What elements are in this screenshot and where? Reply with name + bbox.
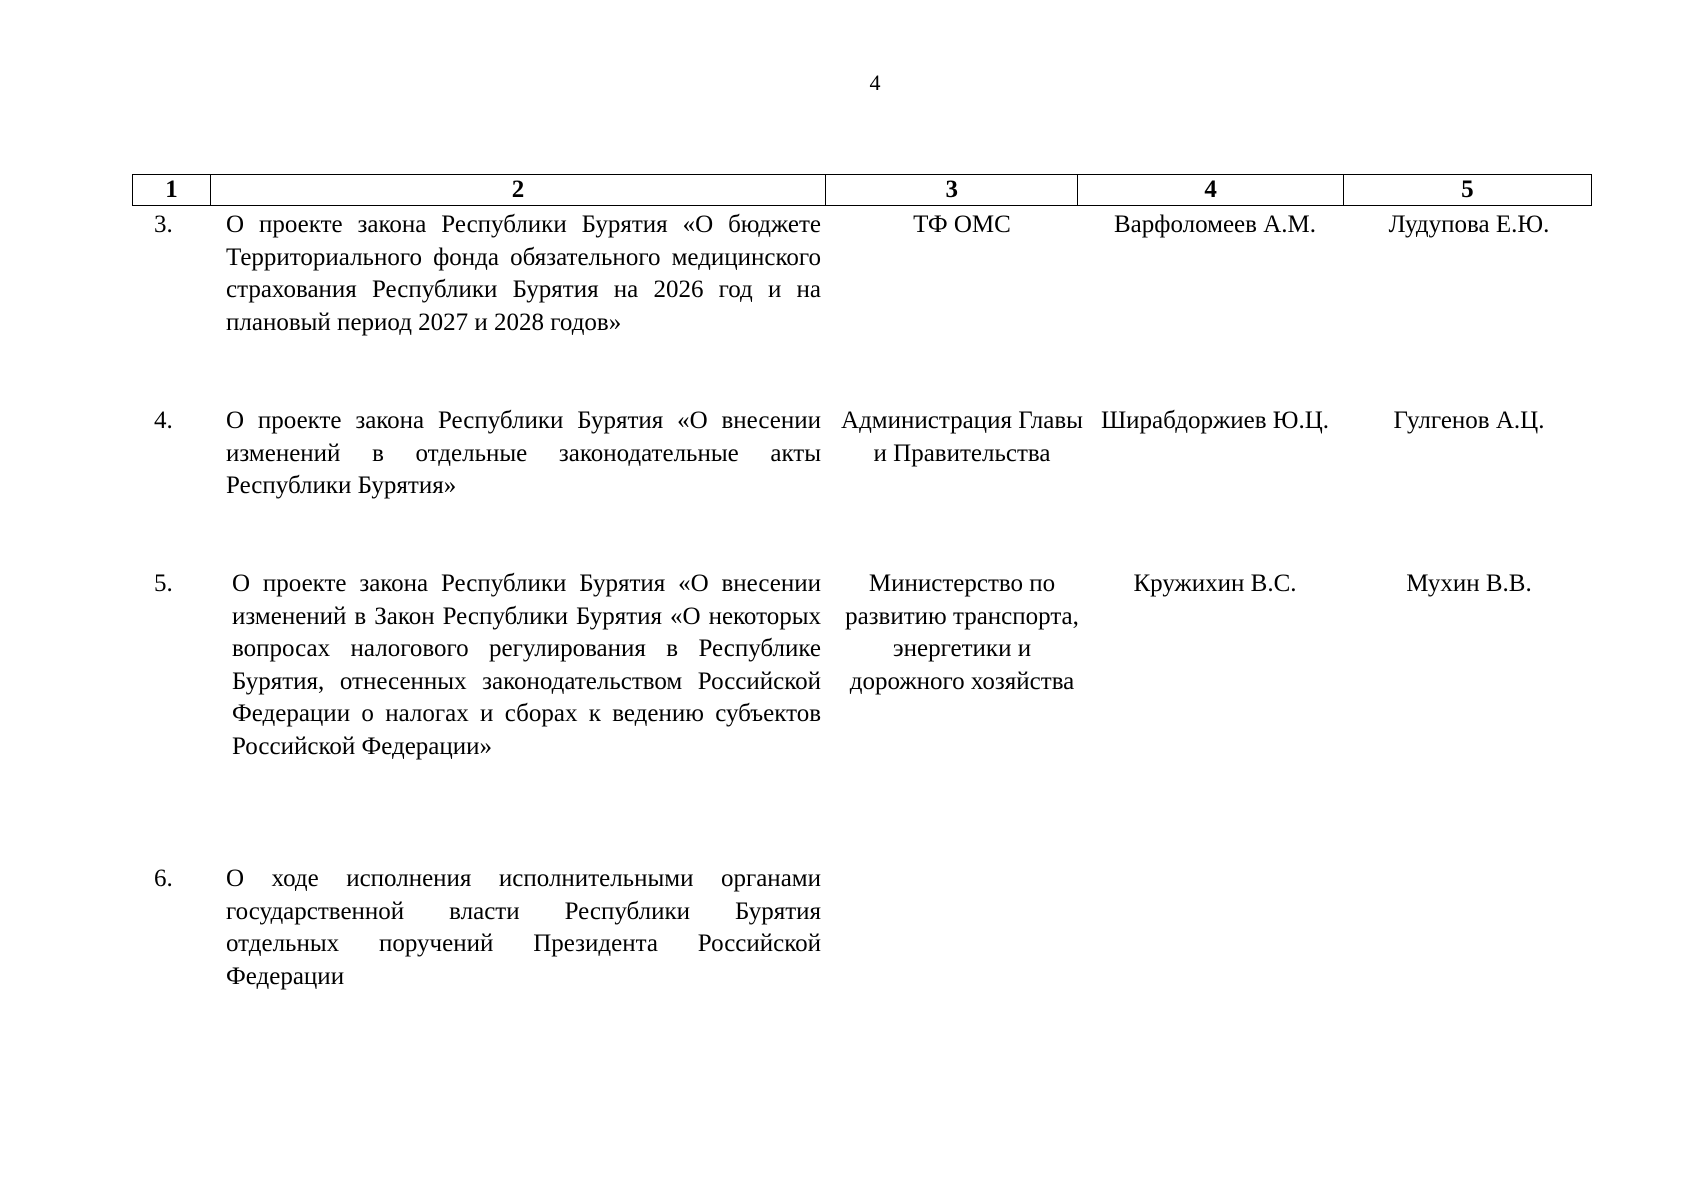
item-coreporter: Гулгенов А.Ц. — [1393, 407, 1545, 434]
item-responsible: Министерство по развитию транспорта, энергетики и дорожного хозяйства — [845, 570, 1079, 695]
item-number: 6. — [154, 865, 173, 892]
column-header-2: 2 — [210, 175, 825, 206]
page-number: 4 — [869, 70, 881, 95]
item-topic: О проекте закона Республики Бурятия «О бюджете Территориального фонда обязательного медицинского страхования Республики Бурятия на 2026 год и на плановый период 2027 и 2028 годов» — [226, 211, 821, 336]
column-header-4: 4 — [1078, 175, 1344, 206]
item-topic: О проекте закона Республики Бурятия «О внесении изменений в отдельные законодательные акты Республики Бурятия» — [226, 407, 821, 499]
column-header-5: 5 — [1343, 175, 1591, 206]
item-speaker: Кружихин В.С. — [1133, 570, 1297, 597]
item-topic: О проекте закона Республики Бурятия «О внесении изменений в Закон Республики Бурятия «О некоторых вопросах налогового регулирования в Республике Бурятия, отнесенных законодательством Российской Федерации о налогах и сборах к ведению субъектов Российской Федерации» — [232, 570, 821, 760]
item-responsible: ТФ ОМС — [913, 211, 1011, 238]
item-number: 4. — [154, 407, 173, 434]
item-coreporter: Лудупова Е.Ю. — [1388, 211, 1550, 238]
item-responsible: Администрация Главы и Правительства — [841, 407, 1083, 467]
item-speaker: Ширабдоржиев Ю.Ц. — [1100, 407, 1330, 434]
item-topic: О ходе исполнения исполнительными органами государственной власти Республики Бурятия отдельных поручений Президента Российской Федерации — [226, 865, 821, 990]
item-coreporter: Мухин В.В. — [1406, 570, 1532, 597]
column-number-header — [132, 174, 1592, 206]
item-number: 5. — [154, 570, 173, 597]
item-number: 3. — [154, 211, 173, 238]
column-header-3: 3 — [826, 175, 1078, 206]
column-header-1: 1 — [133, 175, 211, 206]
item-speaker: Варфоломеев А.М. — [1114, 211, 1316, 238]
